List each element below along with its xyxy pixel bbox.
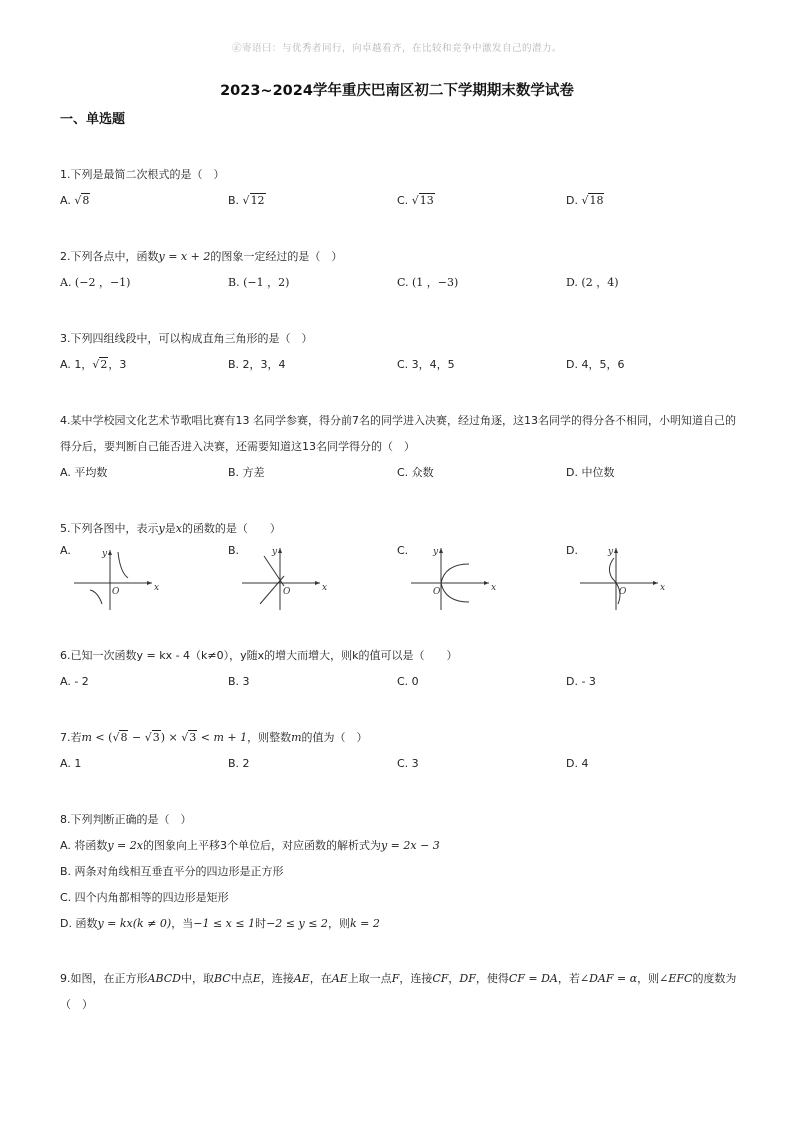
question-8 — [60, 807, 740, 937]
section-title: 一、单选题 — [60, 112, 126, 127]
option-c[interactable]: C. (1 ，−3) — [397, 276, 459, 289]
option-b[interactable]: B. 3 — [228, 675, 250, 688]
question-stem: 9.如图，在正方形ABCD中，取BC中点E，连接AE，在AE上取一点F，连接CF，DF，使得CF = DA，若∠DAF = α，则∠EFC的度数为（ ） — [60, 972, 737, 1011]
axis-label-y: y — [433, 547, 439, 557]
axis-label-y: y — [608, 547, 614, 557]
question-stem: 6.已知一次函数y = kx - 4（k≠0），y随x的增大而增大，则k的值可以是（ ） — [60, 649, 458, 662]
option-a[interactable]: A. 1 — [60, 757, 82, 770]
graph-a — [70, 542, 180, 612]
option-d[interactable]: D. 4 — [566, 757, 589, 770]
paper-title: 2023~2024学年重庆巴南区初二下学期期末数学试卷 — [220, 83, 574, 99]
origin-label: O — [283, 587, 291, 597]
axis-label-y: y — [272, 547, 278, 557]
question-stem: 7.若m < (√8 − √3) × √3 < m + 1，则整数m的值为（ ） — [60, 731, 368, 744]
graph-d — [576, 542, 686, 612]
question-5: 5.下列各图中，表示y是x的函数的是（ ） A. y x O B. y x O C. y x O D. y x O — [60, 516, 740, 612]
option-d[interactable]: D. (2 ，4) — [566, 276, 619, 289]
question-stem: 2.下列各点中，函数y = x + 2的图象一定经过的是（ ） — [60, 250, 343, 263]
option-a[interactable]: A. 将函数y = 2x的图象向上平移3个单位后，对应函数的解析式为y = 2x − 3 — [60, 839, 440, 852]
axis-label-x: x — [660, 583, 666, 593]
graph-b — [238, 542, 348, 612]
question-3 — [60, 326, 740, 378]
option-b[interactable]: B. (−1 ，2) — [228, 276, 290, 289]
origin-label: O — [433, 587, 441, 597]
header-motto: ㊣寄语曰：与优秀者同行，向卓越看齐，在比较和竞争中激发自己的潜力。 — [231, 43, 562, 54]
option-b[interactable]: B. √12 — [228, 194, 265, 207]
option-a[interactable]: A. 平均数 — [60, 466, 108, 479]
axis-label-y: y — [102, 549, 108, 559]
axis-label-x: x — [491, 583, 497, 593]
question-9 — [60, 966, 740, 1018]
graph-c — [407, 542, 517, 612]
option-c[interactable]: C. 众数 — [397, 466, 434, 479]
question-stem: 8.下列判断正确的是（ ） — [60, 813, 192, 826]
question-stem: 4.某中学校园文化艺术节歌唱比赛有13 名同学参赛，得分前7名的同学进入决赛，经过角逐，这13名同学的得分各不相同，小明知道自己的得分后，要判断自己能否进入决赛，还需要知道这13名同学得分的（ ） — [60, 414, 736, 453]
question-4 — [60, 408, 740, 486]
origin-label: O — [112, 587, 120, 597]
option-b[interactable]: B. 方差 — [228, 466, 265, 479]
question-stem: 3.下列四组线段中，可以构成直角三角形的是（ ） — [60, 332, 313, 345]
option-c[interactable]: C. 3 — [397, 757, 419, 770]
question-stem: 1.下列是最简二次根式的是（ ） — [60, 168, 225, 181]
question-1 — [60, 162, 740, 214]
option-d[interactable]: D. 中位数 — [566, 466, 615, 479]
option-a[interactable]: A. 1，√2，3 — [60, 358, 127, 371]
option-b[interactable]: B. 两条对角线相互垂直平分的四边形是正方形 — [60, 865, 284, 878]
option-d[interactable]: D. 函数y = kx(k ≠ 0)，当−1 ≤ x ≤ 1时−2 ≤ y ≤ 2，则k = 2 — [60, 917, 380, 930]
origin-label: O — [619, 587, 627, 597]
option-d[interactable]: D. 4，5，6 — [566, 358, 625, 371]
question-2 — [60, 244, 740, 296]
option-b[interactable]: B. 2 — [228, 757, 250, 770]
question-6 — [60, 643, 740, 695]
option-c[interactable]: C. √13 — [397, 194, 434, 207]
axis-label-x: x — [322, 583, 328, 593]
option-a[interactable]: A. - 2 — [60, 675, 89, 688]
option-d[interactable]: D. √18 — [566, 194, 604, 207]
option-a[interactable]: A. √8 — [60, 194, 90, 207]
axis-label-x: x — [154, 583, 160, 593]
question-7 — [60, 725, 740, 777]
option-b[interactable]: B. 2，3，4 — [228, 358, 286, 371]
option-d[interactable]: D. - 3 — [566, 675, 596, 688]
option-a[interactable]: A. (−2 ，−1) — [60, 276, 131, 289]
question-stem: 5.下列各图中，表示y是x的函数的是（ ） — [60, 522, 281, 535]
option-c[interactable]: C. 3，4，5 — [397, 358, 455, 371]
option-c[interactable]: C. 0 — [397, 675, 419, 688]
option-c[interactable]: C. 四个内角都相等的四边形是矩形 — [60, 891, 229, 904]
